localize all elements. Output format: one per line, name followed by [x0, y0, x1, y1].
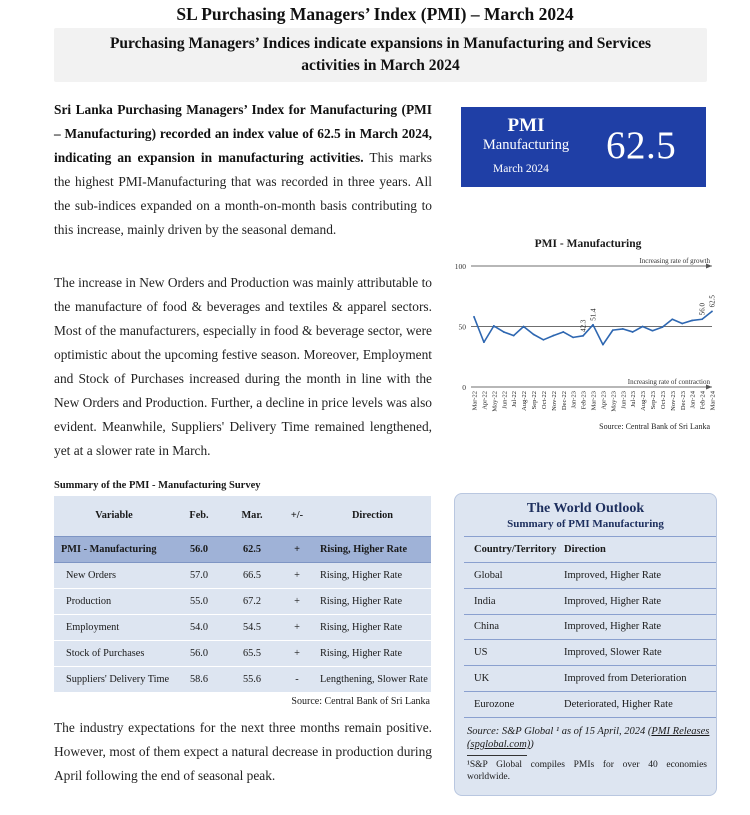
world-outlook-footnote: ¹S&P Global compiles PMIs for over 40 economies worldwide. [467, 760, 707, 782]
x-tick-label: Apr-23 [600, 391, 608, 410]
pmi-box-period: March 2024 [493, 163, 549, 175]
world-header-country: Country/Territory [464, 537, 564, 563]
x-tick-label: May-22 [491, 391, 499, 412]
world-cell: Deteriorated, Higher Rate [564, 691, 716, 717]
x-tick-label: Jan-23 [570, 391, 578, 409]
pmi-data-point [543, 339, 545, 341]
pmi-box-value: 62.5 [606, 124, 677, 167]
x-tick-label: Sep-23 [650, 391, 657, 410]
survey-table-caption: Summary of the PMI - Manufacturing Survey [54, 480, 261, 491]
survey-header-row [54, 496, 431, 536]
chart-source: Source: Central Bank of Sri Lanka [599, 422, 710, 431]
x-tick-label: Aug-22 [521, 391, 529, 411]
pmi-data-point [493, 325, 495, 327]
survey-cell: PMI - Manufacturing [54, 536, 174, 562]
survey-cell: + [280, 562, 314, 588]
survey-cell: Rising, Higher Rate [314, 614, 431, 640]
pmi-data-point [503, 331, 505, 333]
pmi-data-point [612, 329, 614, 331]
world-source-prefix: Source: S&P Global ¹ as of 15 April, 2024 ( [467, 726, 652, 737]
world-cell: Improved, Higher Rate [564, 614, 716, 640]
outlook-paragraph: The industry expectations for the next three months remain positive. However, most of them expect a natural decrease in production during April following the end of seasonal peak. [54, 720, 432, 783]
pmi-data-point [513, 335, 515, 337]
headline-line-1: Purchasing Managers’ Indices indicate expansions in Manufacturing and Services [109, 35, 652, 52]
survey-cell: + [280, 536, 314, 562]
survey-cell: 57.0 [174, 562, 224, 588]
x-tick-label: Apr-22 [481, 391, 489, 410]
survey-row-pmi [54, 536, 431, 562]
growth-annotation: Increasing rate of growth [639, 257, 710, 265]
x-tick-label: Nov-22 [550, 391, 558, 411]
world-cell: Improved, Higher Rate [564, 563, 716, 589]
intro-rest: This marks the highest PMI-Manufacturing that was recorded in three years. All the sub-indices expanded on a month-on-month basis contributing to this increase, mainly driven by the seasonal demand. [54, 150, 433, 237]
world-cell: UK [464, 666, 564, 692]
survey-table [54, 496, 431, 692]
details-paragraph: The increase in New Orders and Production was mainly attributable to the manufacture of food & beverages and textiles & apparel sectors. Most of the manufacturers, especially in food & beverage sector, were optimistic about the upcoming festive season. Moreover, Employment and Stock of Purchases increased during the month in line with the New Orders and Production. Further, a decline in price levels was also evident. Meanwhile, Suppliers' Delivery Time remained lengthened, yet at a slower rate in March. [54, 275, 432, 458]
pmi-releases-link[interactable]: PMI Releases (spglobal.com) [467, 726, 710, 750]
world-cell: Improved from Deterioration [564, 666, 716, 692]
pmi-data-point [662, 326, 664, 328]
pmi-data-point [483, 341, 485, 343]
survey-cell: Rising, Higher Rate [314, 562, 431, 588]
pmi-box-sector: Manufacturing [482, 137, 570, 153]
data-label: 42.3 [579, 319, 588, 332]
world-header-row [464, 537, 716, 563]
pmi-data-point [711, 310, 713, 312]
x-tick-label: Jul-22 [511, 391, 519, 408]
survey-cell: 65.5 [224, 640, 280, 666]
survey-cell: + [280, 640, 314, 666]
headline-line-2: activities in March 2024 [301, 57, 460, 74]
world-row [464, 588, 716, 614]
survey-cell: + [280, 614, 314, 640]
x-tick-label: Jan-24 [689, 391, 697, 409]
intro-paragraph [54, 98, 432, 242]
survey-header-mar: Mar. [241, 510, 263, 522]
pmi-data-point [523, 326, 525, 328]
survey-header-feb: Feb. [189, 510, 209, 522]
y-tick-label: 50 [458, 322, 466, 332]
world-header-direction: Direction [564, 537, 716, 563]
x-tick-label: Dec-23 [679, 391, 687, 411]
pmi-data-point [572, 336, 574, 338]
pmi-data-point [552, 335, 554, 337]
contraction-annotation: Increasing rate of contraction [627, 378, 710, 386]
survey-cell: + [280, 588, 314, 614]
x-tick-label: Sep-22 [531, 391, 538, 410]
chart-title: PMI - Manufacturing [534, 238, 642, 250]
survey-cell: 58.6 [174, 666, 224, 692]
survey-row-new-orders [54, 562, 431, 588]
pmi-data-point [701, 318, 703, 320]
world-cell: Eurozone [464, 691, 564, 717]
x-tick-label: Jul-23 [630, 391, 638, 408]
x-tick-label: Feb-24 [699, 391, 707, 410]
pmi-data-point [582, 335, 584, 337]
x-tick-label: Nov-23 [669, 391, 677, 411]
pmi-box-label: PMI [507, 115, 545, 136]
y-tick-label: 100 [454, 262, 466, 271]
survey-cell: 56.0 [174, 536, 224, 562]
survey-cell: Production [54, 588, 174, 614]
x-tick-label: Jun-23 [620, 391, 628, 409]
survey-cell: 54.5 [224, 614, 280, 640]
pmi-data-point [473, 316, 475, 318]
pmi-data-point [632, 331, 634, 333]
world-source-suffix: ) [530, 739, 534, 750]
world-outlook-source [467, 725, 712, 751]
data-label: 51.4 [589, 308, 598, 321]
survey-cell: Stock of Purchases [54, 640, 174, 666]
x-tick-label: Aug-23 [640, 391, 648, 411]
world-cell: Improved, Slower Rate [564, 640, 716, 666]
survey-cell: Rising, Higher Rate [314, 536, 431, 562]
survey-cell: - [280, 666, 314, 692]
world-row [464, 563, 716, 589]
x-tick-label: Mar-24 [709, 391, 717, 411]
survey-cell: 62.5 [224, 536, 280, 562]
pmi-data-point [533, 333, 535, 335]
world-outlook-subtitle: Summary of PMI Manufacturing [507, 518, 664, 530]
survey-cell: Rising, Higher Rate [314, 588, 431, 614]
survey-cell: Employment [54, 614, 174, 640]
pmi-data-point [622, 328, 624, 330]
world-cell: Global [464, 563, 564, 589]
world-cell: Improved, Higher Rate [564, 588, 716, 614]
survey-row-employment [54, 614, 431, 640]
survey-cell: Suppliers' Delivery Time [54, 666, 174, 692]
x-tick-label: Oct-22 [540, 391, 548, 410]
world-outlook-box [454, 493, 717, 796]
world-outlook-table [464, 536, 716, 718]
survey-header-variable: Variable [95, 510, 133, 522]
intro-bold-lead: Sri Lanka Purchasing Managers’ Index for Manufacturing (PMI – Manufacturing) recorded an index value of 62.5 in March 2024, indicating an expansion in manufacturing activities. [54, 102, 432, 165]
world-cell: US [464, 640, 564, 666]
pmi-data-point [652, 330, 654, 332]
survey-table-source: Source: Central Bank of Sri Lanka [291, 696, 430, 707]
world-cell: China [464, 614, 564, 640]
pmi-data-point [671, 318, 673, 320]
pmi-line-chart [445, 252, 725, 434]
world-row [464, 640, 716, 666]
footnote-divider [467, 755, 527, 756]
survey-cell: 55.0 [174, 588, 224, 614]
data-label: 62.5 [708, 295, 717, 308]
pmi-data-point [691, 320, 693, 322]
pmi-data-point [642, 326, 644, 328]
survey-cell: 56.0 [174, 640, 224, 666]
pmi-highlight-box [461, 107, 706, 187]
survey-header-change: +/- [290, 510, 304, 522]
y-tick-label: 0 [462, 383, 466, 392]
x-tick-label: Oct-23 [659, 391, 667, 410]
world-outlook-title: The World Outlook [526, 501, 645, 516]
headline-banner [54, 28, 707, 82]
x-tick-label: Dec-22 [560, 391, 568, 411]
survey-cell: 67.2 [224, 588, 280, 614]
survey-header-direction: Direction [352, 510, 393, 522]
x-tick-label: Mar-22 [471, 391, 479, 411]
pmi-data-point [562, 331, 564, 333]
pmi-data-point [602, 344, 604, 346]
world-row [464, 666, 716, 692]
survey-cell: 55.6 [224, 666, 280, 692]
data-label: 56.0 [698, 302, 707, 316]
survey-cell: 54.0 [174, 614, 224, 640]
survey-row-delivery [54, 666, 431, 692]
page-title: SL Purchasing Managers’ Index (PMI) – March 2024 [176, 4, 574, 24]
survey-cell: Lengthening, Slower Rate [314, 666, 431, 692]
survey-cell: New Orders [54, 562, 174, 588]
world-row [464, 614, 716, 640]
x-tick-label: Feb-23 [580, 391, 588, 410]
pmi-data-point [681, 323, 683, 325]
x-tick-label: May-23 [610, 391, 618, 412]
world-cell: India [464, 588, 564, 614]
x-tick-label: Jun-22 [501, 391, 509, 409]
survey-cell: 66.5 [224, 562, 280, 588]
pmi-data-point [592, 324, 594, 326]
survey-cell: Rising, Higher Rate [314, 640, 431, 666]
x-tick-label: Mar-23 [590, 391, 598, 411]
survey-row-stock [54, 640, 431, 666]
world-row [464, 691, 716, 717]
survey-row-production [54, 588, 431, 614]
